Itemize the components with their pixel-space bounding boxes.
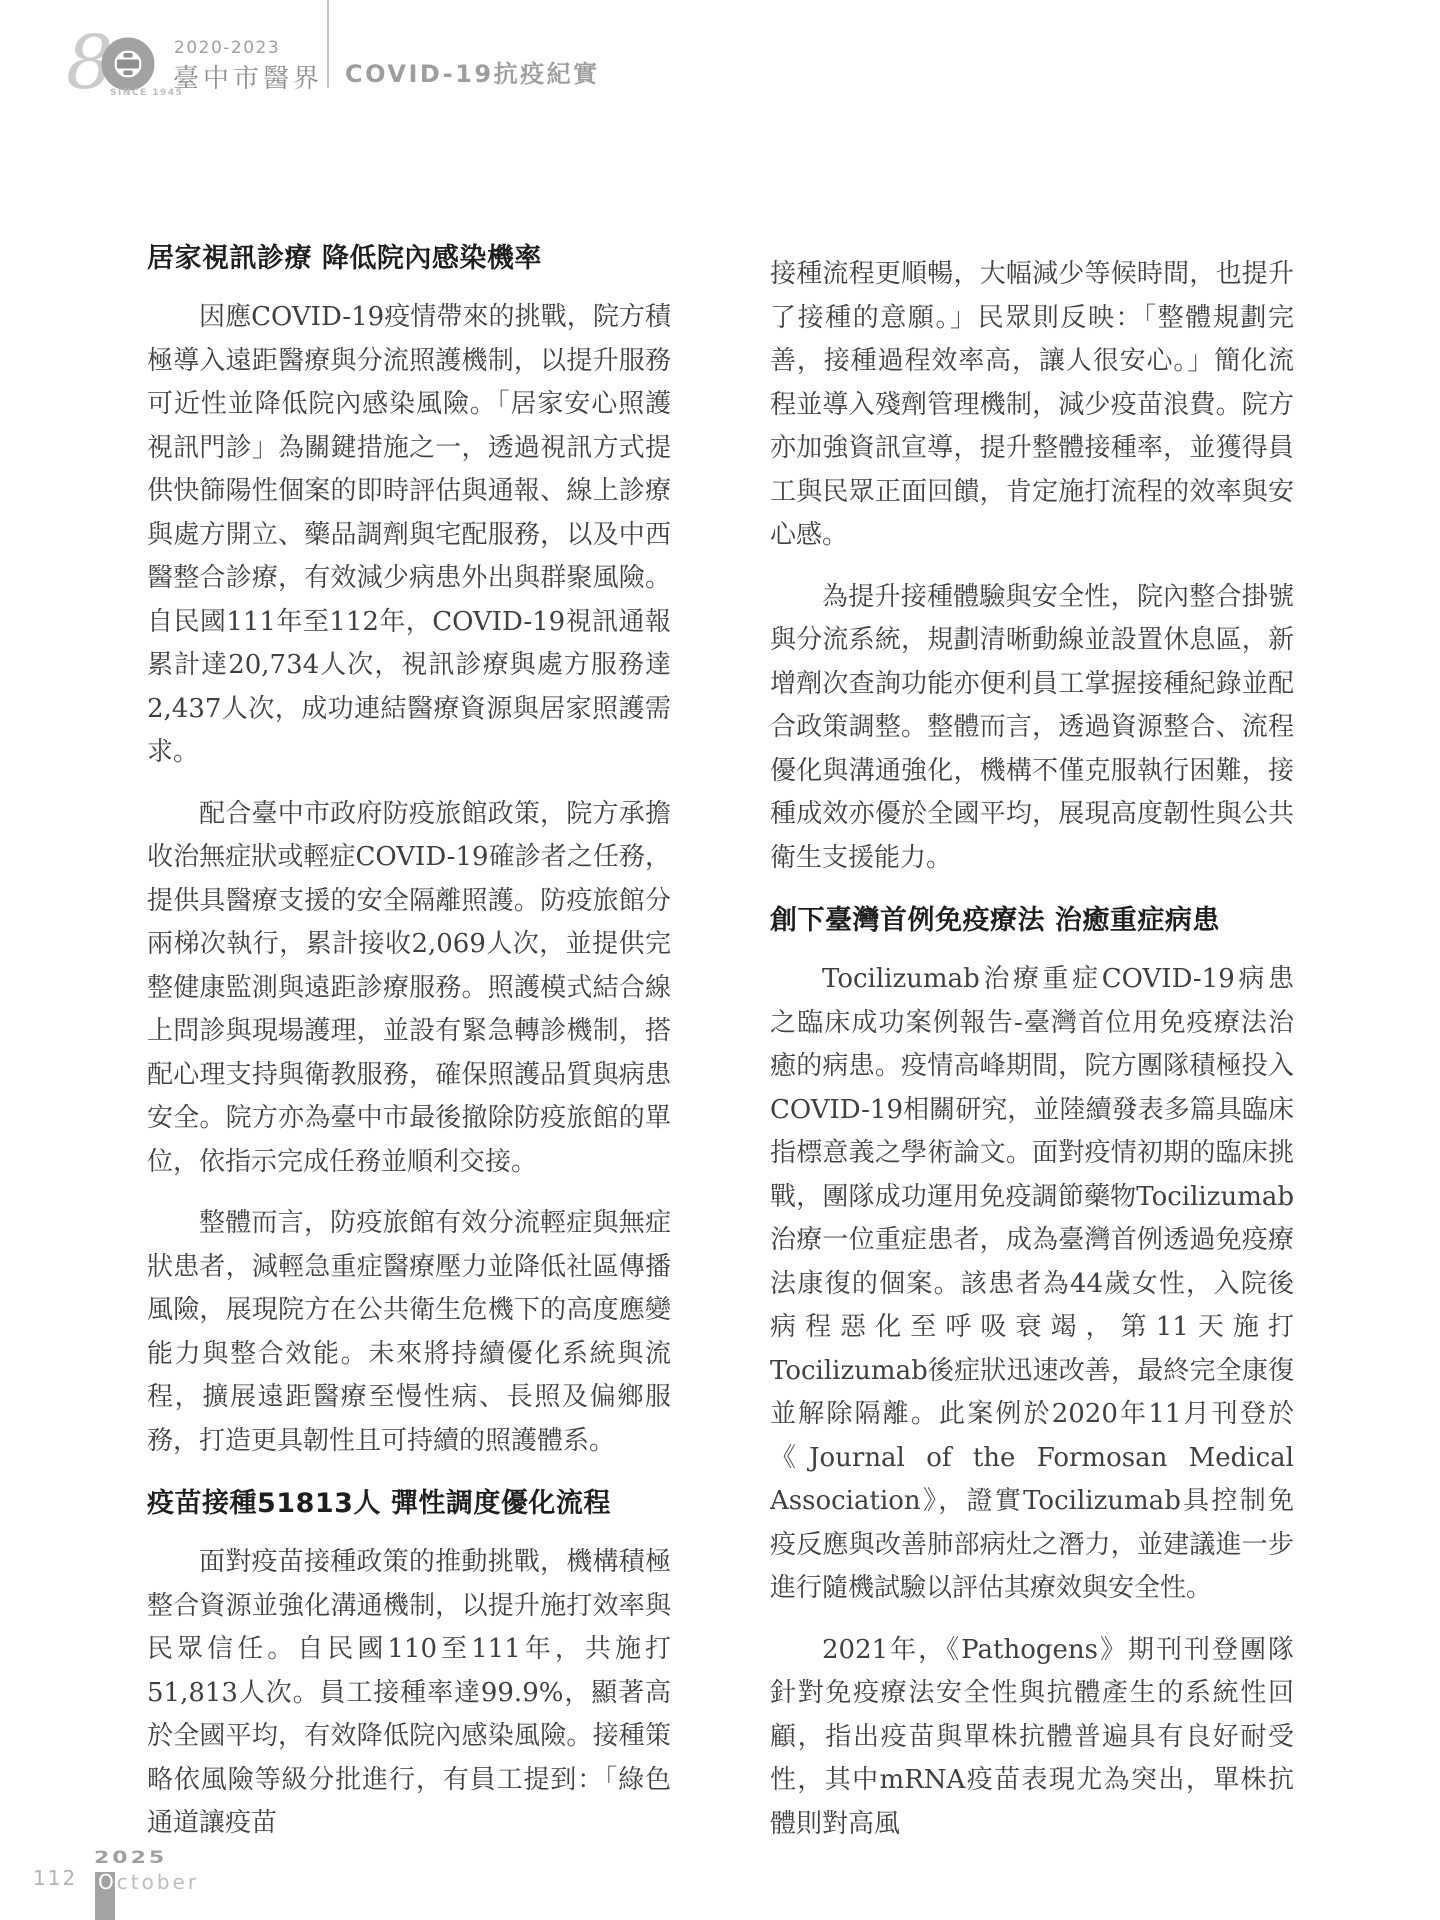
body-paragraph: Tocilizumab治療重症COVID-19病患之臨床成功案例報告-臺灣首位用免疫療法治癒的病患。疫情高峰期間，院方團隊積極投入COVID-19相關研究，並陸續發表多篇具臨床指標意義之學術論文。面對疫情初期的臨床挑戰，團隊成功運用免疫調節藥物Tocilizumab治療一位重症患者，成為臺灣首例透過免疫療法康復的個案。該患者為44歲女性，入院後病程惡化至呼吸衰竭，第11天施打Tocilizumab後症狀迅速改善，最終完全康復並解除隔離。此案例於2020年11月刊登於《Journal of the Formosan Medical Association》，證實Tocilizumab具控制免疫反應與改善肺部病灶之潛力，並建議進一步進行隨機試驗以評估其療效與安全性。 (770, 964, 1294, 1603)
footer-month: October (98, 1870, 200, 1894)
header-organization: 臺中市醫界 (173, 64, 324, 94)
page-number: 112 (33, 1866, 78, 1890)
left-column (147, 240, 671, 1864)
header-years: 2020-2023 (174, 38, 281, 58)
svg-text:8: 8 (66, 28, 114, 100)
body-paragraph: 整體而言，防疫旅館有效分流輕症與無症狀患者，減輕急重症醫療壓力並降低社區傳播風險，展現院方在公共衛生危機下的高度應變能力與整合效能。未來將持續優化系統與流程，擴展遠距醫療至慢性病、長照及偏鄉服務，打造更具韌性且可持續的照護體系。 (147, 1208, 671, 1456)
body-paragraph: 配合臺中市政府防疫旅館政策，院方承擔收治無症狀或輕症COVID-19確診者之任務，提供具醫療支援的安全隔離照護。防疫旅館分兩梯次執行，累計接收2,069人次，並提供完整健康監測與遠距診療服務。照護模式結合線上問診與現場護理，並設有緊急轉診機制，搭配心理支持與衛教服務，確保照護品質與病患安全。院方亦為臺中市最後撤除防疫旅館的單位，依指示完成任務並順利交接。 (147, 798, 671, 1177)
header-series-title: COVID-19抗疫紀實 (345, 60, 600, 88)
header-divider (327, 0, 329, 88)
section-heading: 疫苗接種51813人 彈性調度優化流程 (147, 1488, 611, 1519)
section-heading: 創下臺灣首例免疫療法 治癒重症病患 (770, 905, 1220, 936)
right-column (770, 253, 1294, 1864)
body-paragraph: 2021年，《Pathogens》期刊刊登團隊針對免疫療法安全性與抗體產生的系統性回顧，指出疫苗與單株抗體普遍具有良好耐受性，其中mRNA疫苗表現尤為突出，單株抗體則對高風 (770, 1634, 1294, 1839)
body-paragraph: 面對疫苗接種政策的推動挑戰，機構積極整合資源並強化溝通機制，以提升施打效率與民眾信任。自民國110至111年，共施打51,813人次。員工接種率達99.9%，顯著高於全國平均，有效降低院內感染風險。接種策略依風險等級分批進行，有員工提到：「綠色通道讓疫苗 (147, 1547, 671, 1838)
footer-year: 2025 (94, 1848, 168, 1868)
body-paragraph: 為提升接種體驗與安全性，院內整合掛號與分流系統，規劃清晰動線並設置休息區，新增劑次查詢功能亦便利員工掌握接種紀錄並配合政策調整。整體而言，透過資源整合、流程優化與溝通強化，機構不僅克服執行困難，接種成效亦優於全國平均，展現高度韌性與公共衛生支援能力。 (770, 581, 1294, 873)
body-paragraph: 接種流程更順暢，大幅減少等候時間，也提升了接種的意願。」民眾則反映：「整體規劃完善，接種過程效率高，讓人很安心。」簡化流程並導入殘劑管理機制，減少疫苗浪費。院方亦加強資訊宣導，提升整體接種率，並獲得員工與民眾正面回饋，肯定施打流程的效率與安心感。 (770, 259, 1294, 550)
section-heading: 居家視訊診療 降低院內感染機率 (147, 243, 542, 274)
logo-since-text: SINCE 1945 (110, 88, 184, 98)
body-paragraph: 因應COVID-19疫情帶來的挑戰，院方積極導入遠距醫療與分流照護機制，以提升服務可近性並降低院內感染風險。「居家安心照護視訊門診」為關鍵措施之一，透過視訊方式提供快篩陽性個案的即時評估與通報、線上診療與處方開立、藥品調劑與宅配服務，以及中西醫整合診療，有效減少病患外出與群聚風險。自民國111年至112年，COVID-19視訊通報累計達20,734人次，視訊診療與處方服務達2,437人次，成功連結醫療資源與居家照護需求。 (147, 302, 671, 767)
